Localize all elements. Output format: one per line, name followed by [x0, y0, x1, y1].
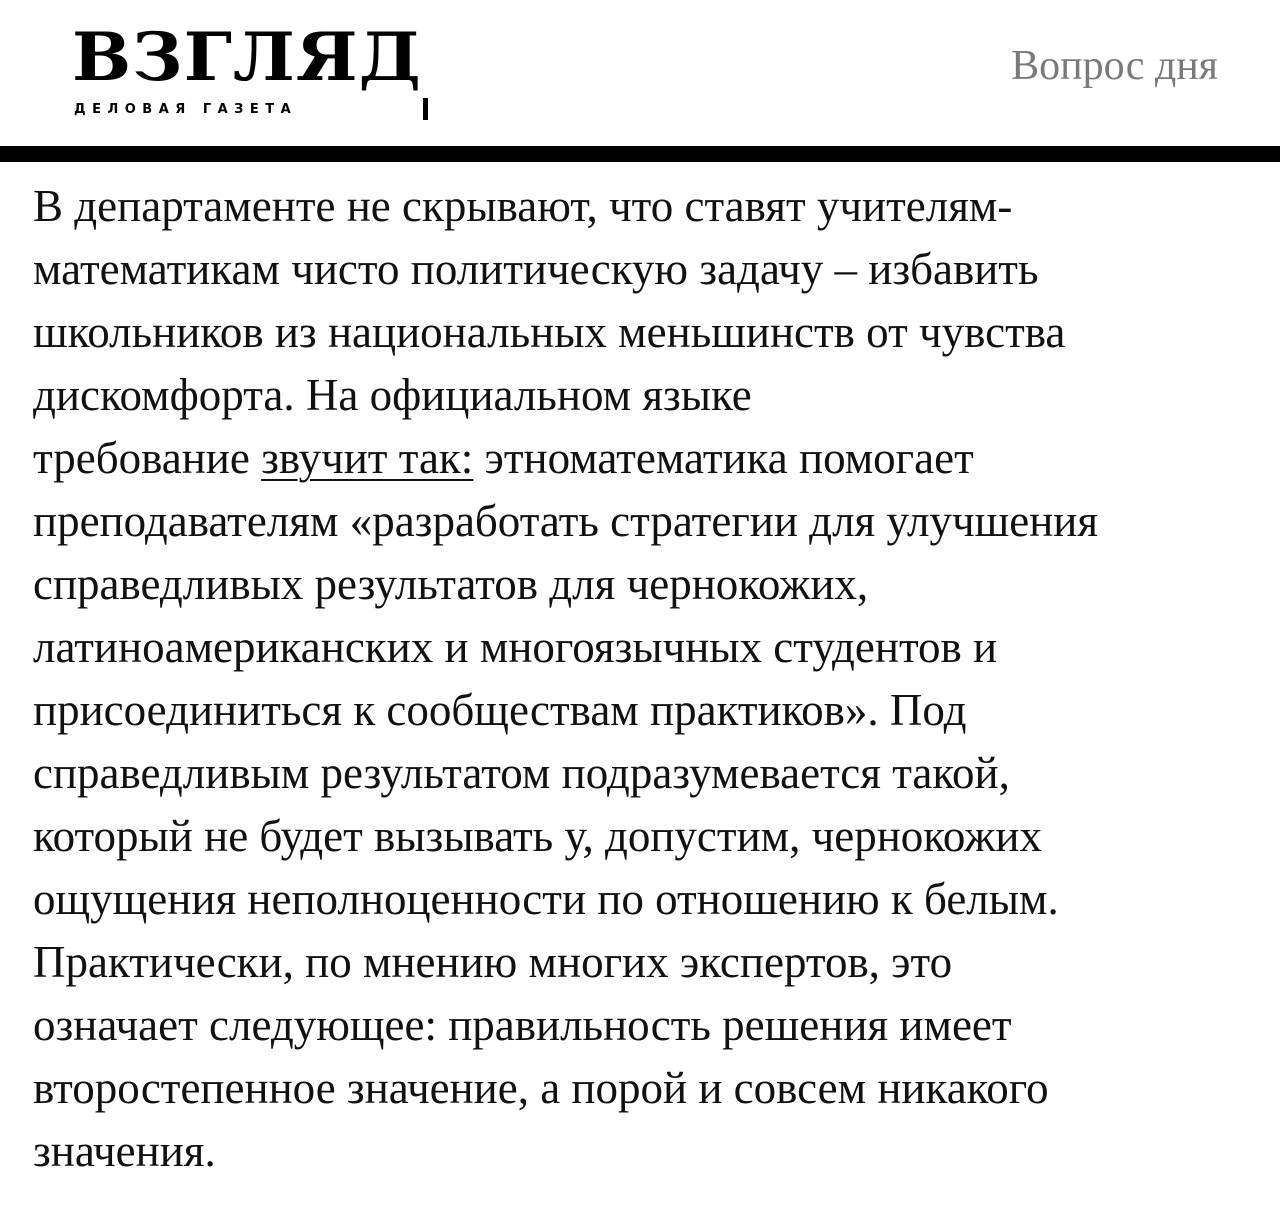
header-divider: [0, 146, 1280, 162]
article-line: преподавателям «разработать стратегии для улучшения: [33, 496, 1099, 546]
article-line: этноматематика помогает: [473, 433, 974, 483]
article-line: присоединиться к сообществам практиков». Под: [33, 685, 967, 735]
article-line: дискомфорта. На официальном языке: [33, 370, 752, 420]
vzglyad-logo[interactable]: [72, 17, 437, 132]
article-line: В департаменте не скрывают, что ставят учителям-: [33, 181, 1013, 231]
article-line: ощущения неполноценности по отношению к белым.: [33, 874, 1059, 924]
article-line: Практически, по мнению многих экспертов, это: [33, 937, 953, 987]
article-line: школьников из национальных меньшинств от чувства: [33, 307, 1066, 357]
site-header: [0, 0, 1280, 146]
logo-tagline: ДЕЛОВАЯ ГАЗЕТА: [74, 102, 298, 117]
question-of-day-link[interactable]: Вопрос дня: [1011, 43, 1218, 89]
article-line: означает следующее: правильность решения имеет: [33, 1000, 1012, 1050]
article-line: латиноамериканских и многоязычных студентов и: [33, 622, 998, 672]
article-line: второстепенное значение, а порой и совсем никакого: [33, 1063, 1049, 1113]
article-body: [33, 175, 1248, 1183]
article-line: который не будет вызывать у, допустим, чернокожих: [33, 811, 1042, 861]
article-line: математикам чисто политическую задачу – избавить: [33, 244, 1039, 294]
logo-wordmark: ВЗГЛЯД: [72, 17, 422, 97]
article-line: справедливым результатом подразумевается такой,: [33, 748, 1010, 798]
article-line: требование: [33, 433, 262, 483]
article-line: значения.: [33, 1126, 216, 1176]
logo-tick: [423, 98, 428, 120]
article-line: справедливых результатов для чернокожих,: [33, 559, 869, 609]
article-paragraph: [33, 175, 1248, 1183]
source-link[interactable]: звучит так:: [261, 433, 474, 483]
